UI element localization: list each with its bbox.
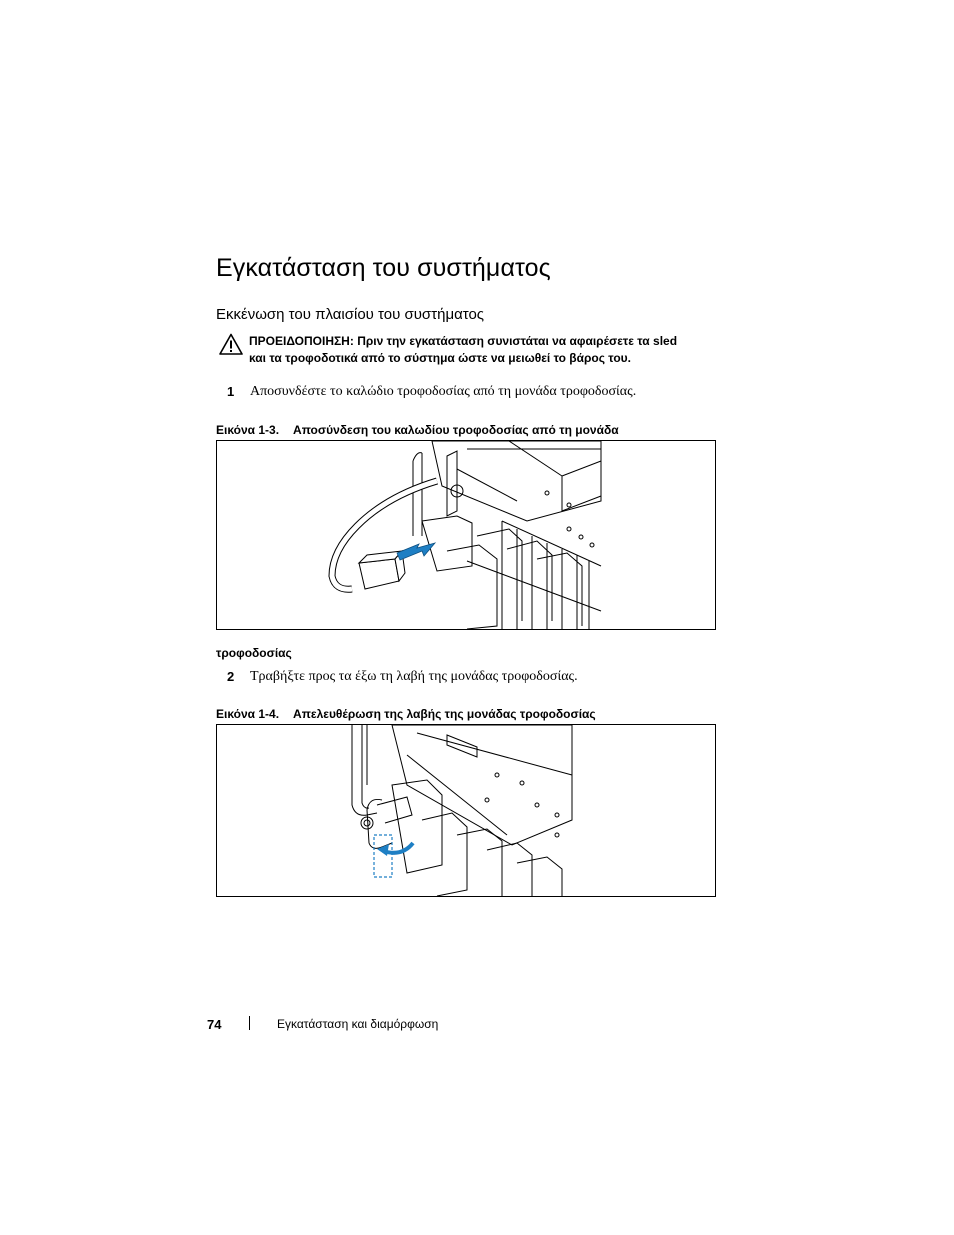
psu-handle-release-illustration [217, 725, 715, 896]
pull-arrow-icon [397, 543, 435, 560]
warning-line-1 [249, 333, 719, 350]
warning-text-line2: και τα τροφοδοτικά από το σύστημα ώστε να μειωθεί το βάρος του. [249, 351, 631, 365]
warning-label: ΠΡΟΕΙΔΟΠΟΙΗΣΗ: [249, 334, 354, 348]
page-title: Εγκατάσταση του συστήματος [216, 254, 551, 282]
warning-triangle-icon [219, 333, 243, 355]
figure-title: Αποσύνδεση του καλωδίου τροφοδοσίας από τη μονάδα [293, 423, 619, 437]
figure-1-3-frame [216, 440, 716, 630]
figure-caption [216, 707, 596, 721]
figure-caption [216, 423, 619, 437]
figure-title: Απελευθέρωση της λαβής της μονάδας τροφοδοσίας [293, 707, 596, 721]
step-number: 2 [227, 669, 235, 684]
figure-caption-continued: τροφοδοσίας [216, 646, 292, 660]
footer-separator [249, 1016, 250, 1030]
page-number: 74 [207, 1017, 222, 1032]
step-text: Τραβήξτε προς τα έξω τη λαβή της μονάδας τροφοδοσίας. [250, 669, 578, 684]
figure-label: Εικόνα 1-4. [216, 707, 280, 721]
figure-label: Εικόνα 1-3. [216, 423, 280, 437]
warning-text-line1: Πριν την εγκατάσταση συνιστάται να αφαιρέσετε τα sled [357, 334, 678, 348]
warning-block [249, 333, 719, 367]
footer-section-title: Εγκατάσταση και διαμόρφωση [277, 1017, 439, 1031]
step-number: 1 [227, 384, 235, 399]
figure-1-4-frame [216, 724, 716, 897]
power-cable-disconnect-illustration [217, 441, 715, 629]
step-text: Αποσυνδέστε το καλώδιο τροφοδοσίας από τη μονάδα τροφοδοσίας. [250, 384, 637, 399]
section-subheading: Εκκένωση του πλαισίου του συστήματος [216, 306, 485, 323]
